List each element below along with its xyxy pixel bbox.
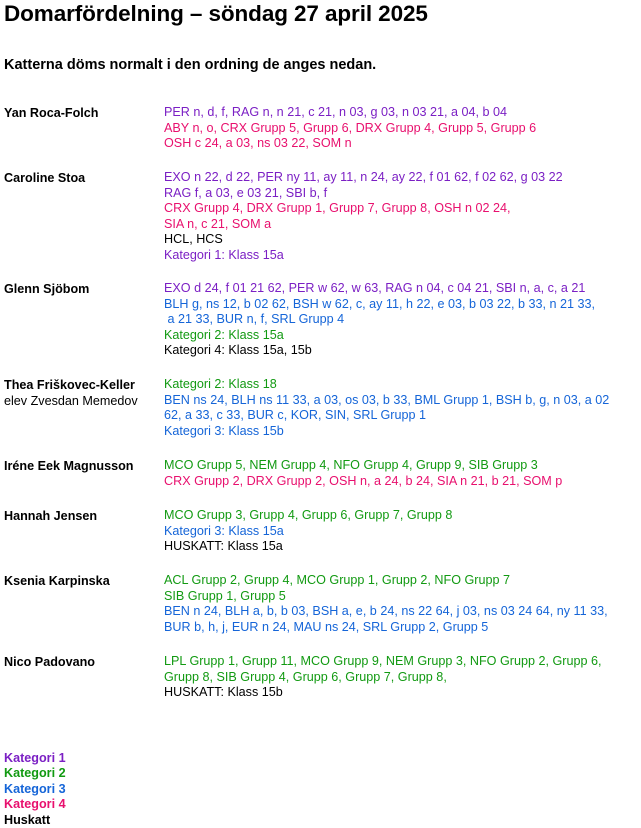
assignment-line: SIA n, c 21, SOM a (164, 216, 272, 231)
assignment-line: HUSKATT: Klass 15b (164, 685, 283, 699)
judge-name: Thea Friškovec-Keller (4, 378, 135, 392)
legend-kategori-2: Kategori 2 (4, 766, 66, 781)
judge-name: Hannah Jensen (4, 509, 98, 523)
assignment-line: 62, a 33, c 33, BUR c, KOR, SIN, SRL Grupp 1 (164, 408, 427, 422)
assignment-line: OSH c 24, a 03, ns 03 22, SOM n (164, 136, 352, 150)
judge-name: Nico Padovano (4, 655, 95, 669)
judge-assignments (164, 377, 640, 439)
judge-name: Glenn Sjöbom (4, 282, 90, 296)
judge-assignments (164, 458, 640, 489)
assignment-line: Kategori 2: Klass 18 (164, 377, 277, 391)
assignment-line: CRX Grupp 4, DRX Grupp 1, Grupp 7, Grupp 8, OSH n 02 24, (164, 201, 511, 215)
judge-assignments (164, 105, 640, 152)
assignment-line: Kategori 1: Klass 15a (164, 247, 284, 262)
assignment-line: CRX Grupp 2, DRX Grupp 2, OSH n, a 24, b 24, SIA n 21, b 21, SOM p (164, 473, 563, 488)
assignment-line: Grupp 8, SIB Grupp 4, Grupp 6, Grupp 7, Grupp 8, (164, 669, 447, 684)
assignment-line: BLH g, ns 12, b 02 62, BSH w 62, c, ay 11, h 22, e 03, b 03 22, b 33, n 21 33, (164, 296, 596, 311)
page-title: Domarfördelning – söndag 27 april 2025 (4, 1, 428, 26)
category-legend (4, 751, 66, 828)
legend-huskatt: Huskatt (4, 812, 51, 827)
judge-assignments (164, 170, 640, 263)
judge-name: Ksenia Karpinska (4, 574, 110, 588)
legend-kategori-3: Kategori 3 (4, 781, 66, 796)
assignment-line: MCO Grupp 5, NEM Grupp 4, NFO Grupp 4, Grupp 9, SIB Grupp 3 (164, 458, 538, 472)
assignment-line: MCO Grupp 3, Grupp 4, Grupp 6, Grupp 7, Grupp 8 (164, 508, 453, 522)
page-subtitle: Katterna döms normalt i den ordning de anges nedan. (4, 57, 377, 73)
assignment-line: Kategori 3: Klass 15b (164, 423, 284, 438)
judge-student: elev Zvesdan Memedov (4, 394, 138, 408)
assignment-line: a 21 33, BUR n, f, SRL Grupp 4 (164, 312, 345, 326)
assignment-line: BEN ns 24, BLH ns 11 33, a 03, os 03, b 33, BML Grupp 1, BSH b, g, n 03, a 02 (164, 392, 610, 407)
assignment-line: PER n, d, f, RAG n, n 21, c 21, n 03, g 03, n 03 21, a 04, b 04 (164, 105, 508, 119)
judge-assignments (164, 573, 640, 635)
assignment-line: Kategori 2: Klass 15a (164, 327, 284, 342)
assignment-line: EXO d 24, f 01 21 62, PER w 62, w 63, RAG n 04, c 04 21, SBI n, a, c, a 21 (164, 281, 586, 295)
assignment-line: ACL Grupp 2, Grupp 4, MCO Grupp 1, Grupp 2, NFO Grupp 7 (164, 573, 511, 587)
assignment-line: HCL, HCS (164, 232, 223, 246)
legend-kategori-4: Kategori 4 (4, 797, 66, 812)
assignment-line: ABY n, o, CRX Grupp 5, Grupp 6, DRX Grupp 4, Grupp 5, Grupp 6 (164, 120, 537, 135)
assignment-line: Kategori 3: Klass 15a (164, 523, 284, 538)
judge-name: Iréne Eek Magnusson (4, 459, 134, 473)
assignment-line: HUSKATT: Klass 15a (164, 539, 283, 553)
judge-assignments (164, 281, 640, 359)
assignment-line: EXO n 22, d 22, PER ny 11, ay 11, n 24, ay 22, f 01 62, f 02 62, g 03 22 (164, 170, 563, 184)
assignment-line: Kategori 4: Klass 15a, 15b (164, 343, 312, 357)
judge-assignments (164, 654, 640, 701)
judge-assignments (164, 508, 640, 555)
assignment-line: RAG f, a 03, e 03 21, SBI b, f (164, 185, 328, 200)
assignment-line: LPL Grupp 1, Grupp 11, MCO Grupp 9, NEM Grupp 3, NFO Grupp 2, Grupp 6, (164, 654, 602, 668)
judge-name: Yan Roca-Folch (4, 106, 99, 120)
assignment-line: BUR b, h, j, EUR n 24, MAU ns 24, SRL Grupp 2, Grupp 5 (164, 619, 489, 634)
assignment-line: SIB Grupp 1, Grupp 5 (164, 588, 286, 603)
judge-name: Caroline Stoa (4, 171, 86, 185)
legend-kategori-1: Kategori 1 (4, 751, 66, 765)
assignment-line: BEN n 24, BLH a, b, b 03, BSH a, e, b 24, ns 22 64, j 03, ns 03 24 64, ny 11 33, (164, 604, 608, 618)
